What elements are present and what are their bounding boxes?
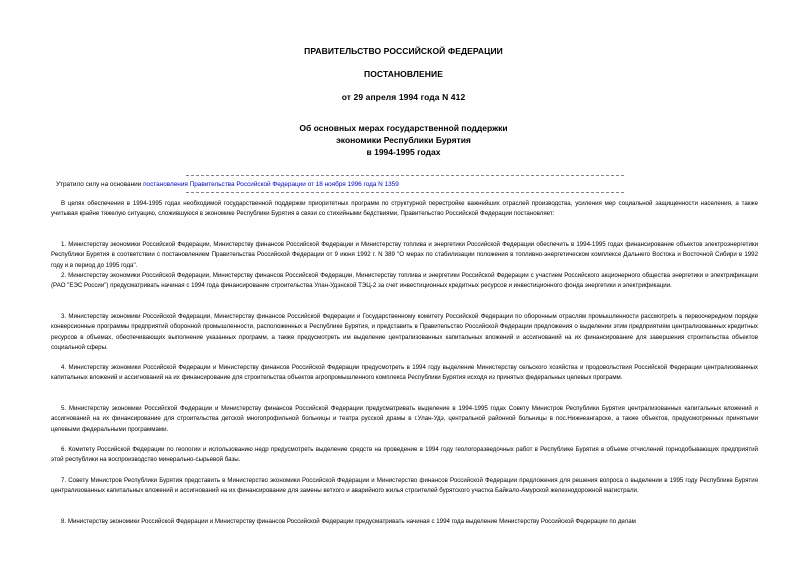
clause-2-paragraph: 2. Министерству экономики Российской Федерации, Министерству финансов Российской Федерации, Министерству топлива и энергетики Российской Федерации с участием Российского акционерного общества энергетики и электрификации (РАО "ЕЭС России") предусматривать начиная с 1994 года финансирование строительства Улан-Удэнской ТЭЦ-2 за счет инвестиционных кредитных ресурсов и инвестиционного фонда энергетики и электрификации. bbox=[51, 272, 758, 290]
clause-1-paragraph: 1. Министерству экономики Российской Федерации, Министерству финансов Российской Федерации и Министерству топлива и энергетики Российской Федерации обеспечить в 1994-1995 годах финансирование объектов электроэнергетики Республики Бурятия в соответствии с постановлением Правительства Российской Федерации от 9 июня 1992 г. N 389 "О мерах по стабилизации положения в топливно-энергетическом комплексе Дальнего Востока и Восточной Сибири в 1992 году и в период до 1995 года". bbox=[51, 241, 758, 269]
clause-4-paragraph: 4. Министерству экономики Российской Федерации и Министерству финансов Российской Федерации предусмотреть в 1994 году выделение Министерству сельского хозяйства и продовольствия Российской Федерации централизованных капитальных вложений и ассигнований на их финансирование для строительства объектов агропромышленного комплекса Республики Бурятия исходя из принятых федеральных целевых программ. bbox=[51, 364, 758, 382]
repeal-decree-link[interactable]: постановления Правительства Российской Федерации от 18 ноября 1996 года N 1359 bbox=[143, 181, 399, 188]
clause-8-paragraph: 8. Министерству экономики Российской Федерации и Министерству финансов Российской Федерации предусматривать начиная с 1994 года выделение Министерству Российской Федерации по делам bbox=[61, 518, 636, 525]
date-number-heading: от 29 апреля 1994 года N 412 bbox=[341, 92, 466, 102]
title-line: Об основных мерах государственной поддержки bbox=[299, 123, 508, 133]
clause-3-paragraph: 3. Министерству экономики Российской Федерации, Министерству финансов Российской Федерации и Государственному комитету Российской Федерации по оборонным отраслям промышленности рассмотреть в первоочередном порядке конверсионные программы предприятий оборонной промышленности, расположенных в Республике Бурятия, и представить в Правительство Российской Федерации предложения о выделении этим предприятиям централизованных кредитных ресурсов в объемах, обеспечивающих выполнение указанных программ, а также предусмотреть им выделение централизованных капитальных вложений и ассигнований на их финансирование для завершения строительства объектов социальной сферы. bbox=[51, 313, 758, 352]
divider-top bbox=[186, 175, 624, 176]
title-line: в 1994-1995 годах bbox=[366, 147, 441, 157]
title-line: экономики Республики Бурятия bbox=[336, 135, 471, 145]
government-heading: ПРАВИТЕЛЬСТВО РОССИЙСКОЙ ФЕДЕРАЦИИ bbox=[304, 46, 503, 56]
status-note-prefix: Утратило силу на основании bbox=[56, 181, 144, 188]
divider-bottom bbox=[186, 192, 624, 193]
status-note bbox=[56, 181, 399, 189]
document-type-heading: ПОСТАНОВЛЕНИЕ bbox=[364, 69, 443, 79]
clause-6-paragraph: 6. Комитету Российской Федерации по геологии и использованию недр предусмотреть выделение средств на проведение в 1994 году геологоразведочных работ в Республике Бурятия в объеме отчислений горнодобывающих предприятий этой республики на воспроизводство минерально-сырьевой базы. bbox=[51, 446, 758, 464]
document-title bbox=[0, 122, 807, 158]
clause-7-paragraph: 7. Совету Министров Республики Бурятия представить в Министерство экономики Российской Федерации и Министерство финансов Российской Федерации предложения для решения вопроса о выделении в 1995 году Республике Бурятия централизованных капитальных вложений и ассигнований на их финансирование для замены ветхого и аварийного жилья строителей бурятского участка Байкало-Амурской железнодорожной магистрали. bbox=[51, 477, 758, 495]
clause-5-paragraph: 5. Министерству экономики Российской Федерации и Министерству финансов Российской Федерации предусматривать выделение в 1994-1995 годах Совету Министров Республики Бурятия централизованных капитальных вложений и ассигнований на их финансирование для строительства детской многопрофильной больницы и театра русской драмы в г.Улан-Удэ, центральной районной больницы в пос.Нижнеангарске, а также объектов, предусмотренных принятыми целевыми федеральными программами. bbox=[51, 405, 758, 433]
preamble-paragraph: В целях обеспечения в 1994-1995 годах необходимой государственной поддержки приоритетных программ по структурной перестройке важнейших отраслей производства, усиления мер социальной защищенности населения, а также учитывая крайне тяжелую ситуацию, сложившуюся в экономике Республики Бурятия в связи со стихийными бедствиями, Правительство Российской Федерации постановляет: bbox=[51, 200, 758, 218]
